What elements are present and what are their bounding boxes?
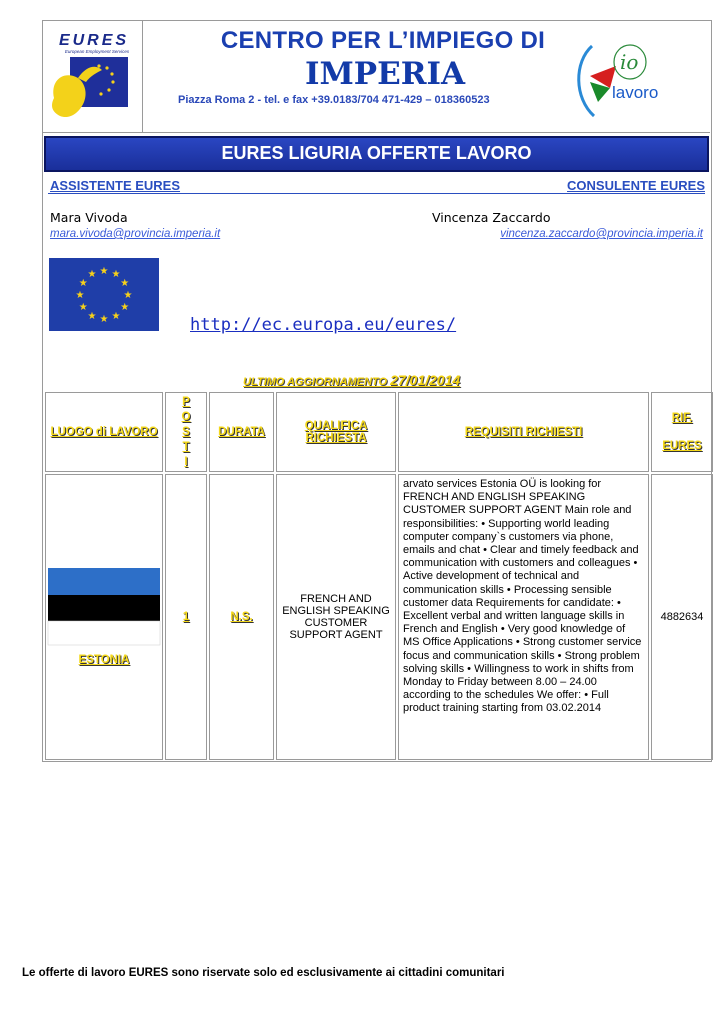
- assistant-role: ASSISTENTE EURES: [50, 178, 181, 193]
- eu-star-icon: ★: [120, 278, 130, 289]
- eu-star-icon: ★: [78, 302, 88, 313]
- consultant-email-link[interactable]: vincenza.zaccardo@provincia.imperia.it: [500, 228, 703, 240]
- header-rif: RIF. EURES: [651, 392, 713, 472]
- eures-logo-subtext: European Employment Services: [64, 49, 130, 54]
- table-row: [45, 474, 713, 760]
- logo-arc: [579, 46, 594, 116]
- footer-note: Le offerte di lavoro EURES sono riservate solo ed esclusivamente ai cittadini comunitari: [22, 967, 505, 979]
- row-posti: 1: [165, 474, 207, 760]
- assistant-name: Mara Vivoda: [50, 210, 128, 225]
- estonia-flag-icon: [46, 568, 162, 648]
- header-posti: P O S T I: [165, 392, 207, 472]
- header-requisiti: REQUISITI RICHIESTI: [398, 392, 649, 472]
- row-country: ESTONIA: [78, 654, 130, 666]
- job-offers-table: [43, 390, 715, 762]
- table-header-row: [45, 392, 713, 472]
- page-title-line2: IMPERIA: [304, 56, 466, 92]
- header-durata: DURATA: [209, 392, 274, 472]
- eu-star-icon: ★: [111, 269, 121, 281]
- header-address: Piazza Roma 2 - tel. e fax +39.0183/704 471-429 – 018360523: [178, 94, 490, 106]
- logo-lavoro-text: lavoro: [612, 83, 659, 102]
- assistant-email-link[interactable]: mara.vivoda@provincia.imperia.it: [50, 228, 221, 240]
- header-qualifica: QUALIFICA RICHIESTA: [276, 392, 396, 472]
- row-durata: N.S.: [209, 474, 274, 760]
- eu-star-icon: ★: [99, 266, 109, 277]
- eu-star-icon: ★: [78, 278, 88, 289]
- eu-star-icon: ★: [87, 269, 97, 281]
- eu-star-icon: ★: [111, 310, 121, 322]
- row-luogo: [45, 474, 163, 760]
- header-luogo: LUOGO di LAVORO: [45, 392, 163, 472]
- roles-underline: [48, 193, 705, 194]
- eures-logo: [42, 20, 143, 133]
- eu-star-icon: ★: [120, 302, 130, 313]
- page-title-line1: CENTRO PER L’IMPIEGO DI: [220, 27, 546, 54]
- row-requisiti: arvato services Estonia OÜ is looking for FRENCH AND ENGLISH SPEAKING CUSTOMER SUPPORT AGENT Main role and responsibilities: • Supporting world leading computer company`s customers via phone, emails and chat • Clear and timely feedback and communication with customers and colleagues • Active development of technical and communication skills • Processing sensible customer data Requirements for candidate: • Excellent verbal and written language skills in French and English • Very good knowledge of MS Office Applications • Strong customer service focus and communication skills • Strong problem solving skills • Willingness to work in shifts from Monday to Friday between 8.00 – 24.00 according to the schedules We offer: • Full product training starting from 03.02.2014: [398, 474, 649, 760]
- eures-logo-text: EURES: [58, 32, 130, 49]
- eures-logo-graphic: [42, 20, 142, 132]
- row-qualifica: FRENCH AND ENGLISH SPEAKING CUSTOMER SUPPORT AGENT: [276, 474, 396, 760]
- eu-star-icon: ★: [87, 310, 97, 322]
- io-lavoro-logo: [570, 36, 670, 128]
- consultant-name: Vincenza Zaccardo: [432, 210, 551, 225]
- logo-io-text: io: [620, 50, 639, 74]
- eu-flag-icon: [49, 258, 159, 331]
- last-update: [243, 372, 460, 388]
- eu-star-icon: ★: [99, 314, 109, 325]
- banner-title: EURES LIGURIA OFFERTE LAVORO: [221, 143, 532, 163]
- last-update-label: ULTIMO AGGIORNAMENTO: [243, 376, 388, 388]
- eu-star-icon: ★: [123, 290, 133, 301]
- last-update-date: 27/01/2014: [390, 372, 461, 388]
- eures-website-link[interactable]: http://ec.europa.eu/eures/: [190, 315, 457, 335]
- consultant-role: CONSULENTE EURES: [567, 178, 705, 193]
- eu-star-icon: ★: [75, 290, 85, 301]
- row-rif: 4882634: [651, 474, 713, 760]
